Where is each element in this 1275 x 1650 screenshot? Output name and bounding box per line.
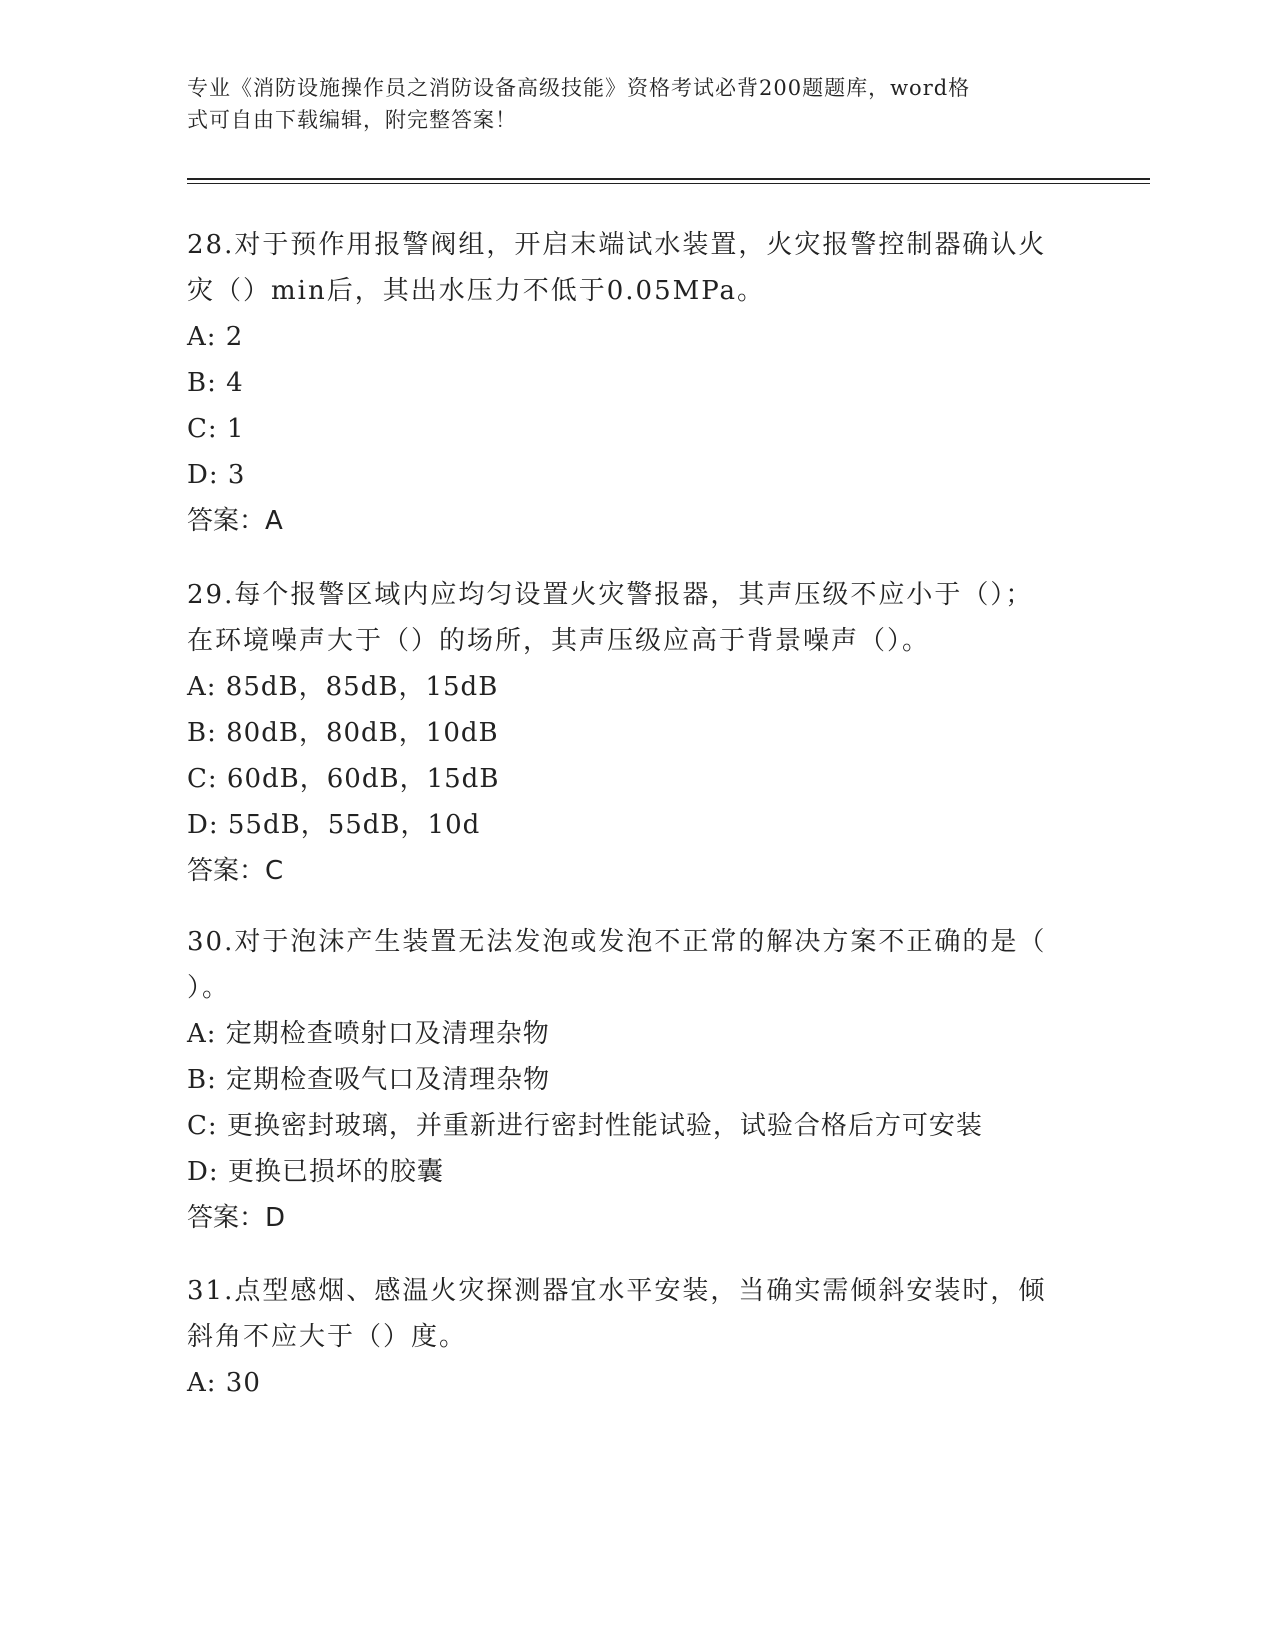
answer-text: 答案：A	[187, 506, 283, 536]
option-a: A: 85dB，85dB，15dB	[187, 672, 499, 702]
question-28	[187, 222, 1067, 544]
question-stem-line: ）。	[187, 973, 231, 1003]
option-d: D: 55dB，55dB，10d	[187, 810, 481, 840]
option-a: A: 2	[187, 322, 244, 352]
question-30	[187, 919, 1067, 1241]
option-b: B: 定期检查吸气口及清理杂物	[187, 1065, 551, 1095]
question-stem-line: 31.点型感烟、感温火灾探测器宜水平安装，当确实需倾斜安装时，倾	[187, 1276, 1047, 1306]
question-stem-line: 29.每个报警区域内应均匀设置火灾警报器，其声压级不应小于（）；	[187, 580, 1034, 610]
question-stem-line: 灾（）min后，其出水压力不低于0.05MPa。	[187, 276, 766, 306]
question-stem-line: 斜角不应大于（）度。	[187, 1322, 468, 1352]
question-stem-line: 30.对于泡沫产生装置无法发泡或发泡不正常的解决方案不正确的是（	[187, 927, 1047, 957]
option-c: C: 1	[187, 414, 245, 444]
option-c: C: 更换密封玻璃，并重新进行密封性能试验，试验合格后方可安装	[187, 1111, 983, 1141]
option-c: C: 60dB，60dB，15dB	[187, 764, 500, 794]
option-d: D: 3	[187, 460, 246, 490]
answer-text: 答案：D	[187, 1203, 286, 1233]
answer-text: 答案：C	[187, 856, 284, 886]
question-stem-line: 在环境噪声大于（）的场所，其声压级应高于背景噪声（）。	[187, 626, 931, 656]
question-31	[187, 1268, 1067, 1406]
question-29	[187, 572, 1067, 894]
document-header	[187, 72, 1067, 136]
option-d: D: 更换已损坏的胶囊	[187, 1157, 444, 1187]
header-line-2: 式可自由下载编辑，附完整答案！	[187, 108, 517, 132]
option-a: A: 30	[187, 1368, 261, 1398]
question-stem-line: 28.对于预作用报警阀组，开启末端试水装置，火灾报警控制器确认火	[187, 230, 1047, 260]
option-b: B: 80dB，80dB，10dB	[187, 718, 499, 748]
option-a: A: 定期检查喷射口及清理杂物	[187, 1019, 550, 1049]
option-b: B: 4	[187, 368, 244, 398]
header-rule-thin	[187, 183, 1150, 184]
header-rule-thick	[187, 178, 1150, 180]
header-line-1: 专业《消防设施操作员之消防设备高级技能》资格考试必背200题题库，word格	[187, 76, 971, 100]
